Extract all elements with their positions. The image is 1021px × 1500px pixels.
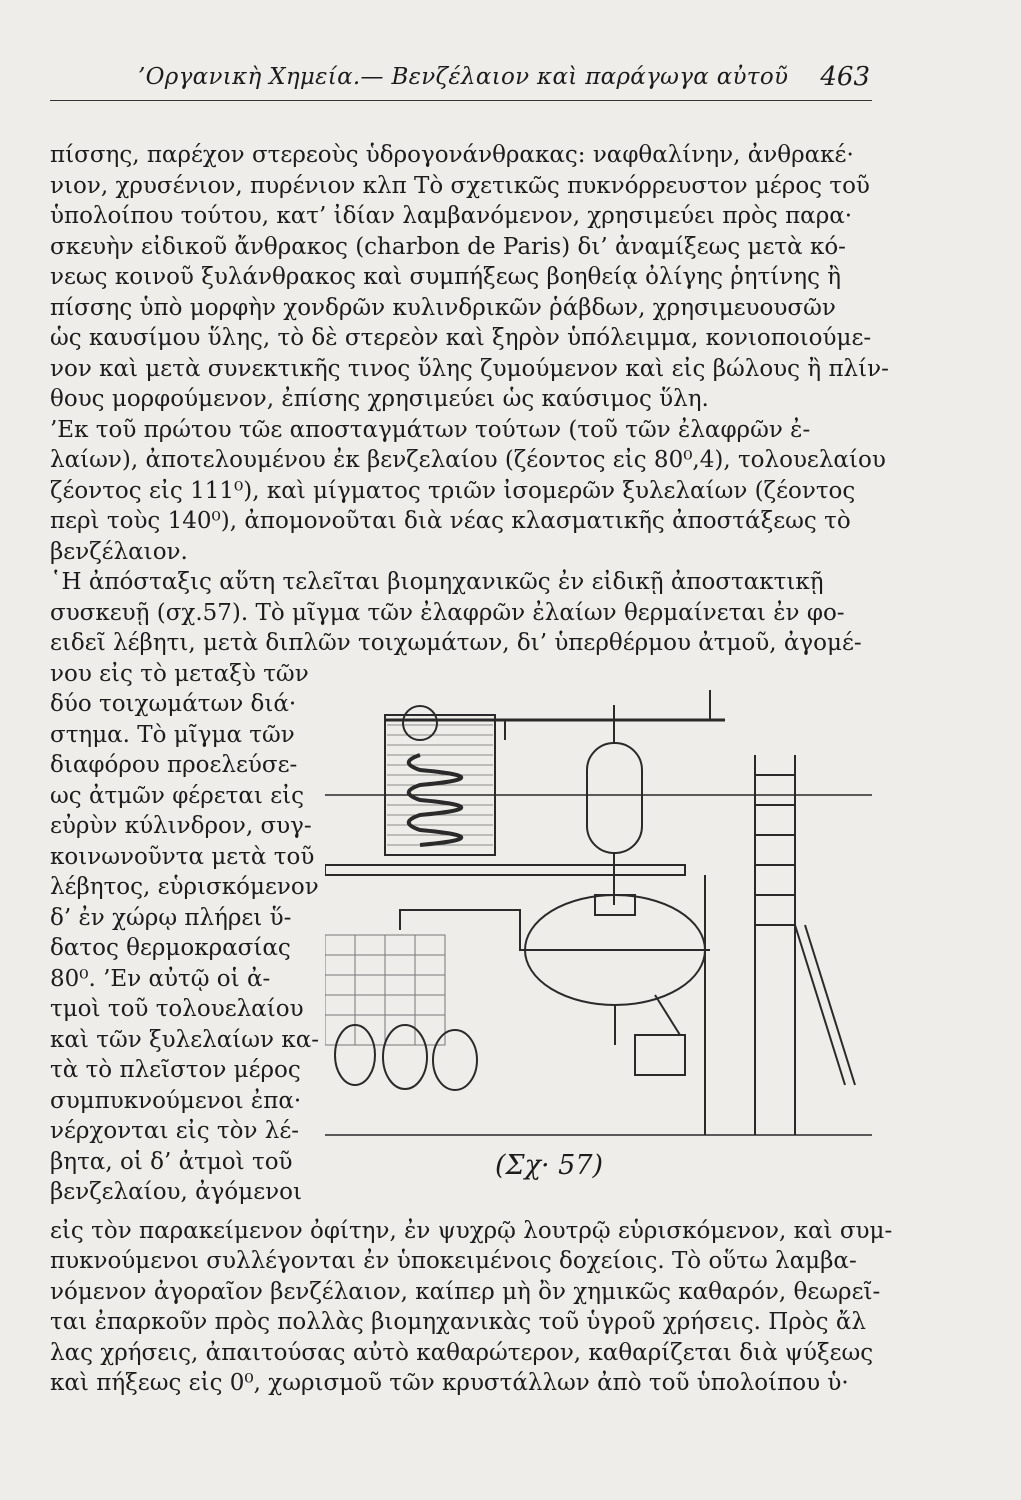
text-line: συμπυκνούμενοι ἐπα· [50,1087,302,1114]
distillation-apparatus-illustration [325,665,872,1185]
text-line: διαφόρου προελεύσε- [50,752,298,778]
text-line: λαίων), ἀποτελουμένου ἐκ βενζελαίου (ζέοντος εἰς 80⁰,4), τολουελαίου [50,447,886,473]
text-line: συσκευῇ (σχ.57). Τὸ μῖγμα τῶν ἐλαφρῶν ἐλαίων θερμαίνεται ἐν φο- [50,599,845,626]
text-line: τμοὶ τοῦ τολουελαίου [50,996,304,1022]
text-line: ται ἐπαρκοῦν πρὸς πολλὰς βιομηχανικὰς τοῦ ὑγροῦ χρήσεις. Πρὸς ἄλ [50,1309,866,1335]
text-line: δατος θερμοκρασίας [50,935,291,961]
text-line: ειδεῖ λέβητι, μετὰ διπλῶν τοιχωμάτων, δι’ ὑπερθέρμου ἀτμοῦ, ἀγομέ- [50,630,862,656]
text-line: πίσσης, παρέχον στερεοὺς ὑδρογονάνθρακας: ναφθαλίνην, ἀνθρακέ· [50,142,854,168]
text-line: πυκνούμενοι συλλέγονται ἐν ὑποκειμένοις δοχείοις. Τὸ οὕτω λαμβα- [50,1248,857,1274]
text-line: νεως κοινοῦ ξυλάνθρακος καὶ συμπήξεως βοηθείᾳ ὀλίγης ῥητίνης ἢ [50,264,842,290]
text-line: δ’ ἐν χώρῳ πλήρει ὕ- [50,904,292,931]
text-line: 80⁰. ’Εν αὐτῷ οἱ ἀ- [50,965,271,992]
text-line: τὰ τὸ πλεῖστον μέρος [50,1057,301,1083]
text-line: δύο τοιχωμάτων διά· [50,691,297,717]
text-line: καὶ τῶν ξυλελαίων κα- [50,1026,320,1053]
text-line: ’Εκ τοῦ πρώτου τῶε αποσταγμάτων τούτων (τοῦ τῶν ἐλαφρῶν ἐ- [50,416,811,443]
text-line: βενζελαίου, ἀγόμενοι [50,1179,302,1205]
running-header [50,60,872,101]
text-line: εἰς τὸν παρακείμενον ὀφίτην, ἐν ψυχρῷ λουτρῷ εὑρισκόμενον, καὶ συμ- [50,1217,893,1244]
running-title: ’Οργανικὴ Χημεία.— Βενζέλαιον καὶ παράγωγα αὐτοῦ [138,64,789,90]
text-line: καὶ πήξεως εἰς 0⁰, χωρισμοῦ τῶν κρυστάλλων ἀπὸ τοῦ ὑπολοίπου ὑ· [50,1370,849,1396]
text-line: ὑπολοίπου τούτου, κατ’ ἰδίαν λαμβανόμενον, χρησιμεύει πρὸς παρα· [50,203,853,229]
text-line: νόμενον ἀγοραῖον βενζέλαιον, καίπερ μὴ ὂν χημικῶς καθαρόν, θεωρεῖ- [50,1278,881,1305]
text-line: στημα. Τὸ μῖγμα τῶν [50,721,295,748]
text-line: εὐρὺν κύλινδρον, συγ- [50,813,312,839]
text-line: ῾Η ἀπόσταξις αὕτη τελεῖται βιομηχανικῶς ἐν εἰδικῇ ἀποστακτικῇ [50,569,824,595]
text-line: βητα, οἱ δ’ ἀτμοὶ τοῦ [50,1148,293,1175]
text-line: περὶ τοὺς 140⁰), ἀπομονοῦται διὰ νέας κλασματικῆς ἀποστάξεως τὸ [50,508,851,534]
page-number: 463 [820,62,870,92]
text-line: θους μορφούμενον, ἐπίσης χρησιμεύει ὡς καύσιμος ὕλη. [50,386,709,412]
text-line: νον καὶ μετὰ συνεκτικῆς τινος ὕλης ζυμούμενον καὶ εἰς βώλους ἢ πλίν- [50,355,889,382]
text-line: ως ἀτμῶν φέρεται εἰς [50,782,305,809]
text-line: κοινωνοῦντα μετὰ τοῦ [50,843,315,870]
text-line: νου εἰς τὸ μεταξὺ τῶν [50,660,309,687]
text-line: νιον, χρυσένιον, πυρένιον κλπ Τὸ σχετικῶς πυκνόρρευστον μέρος τοῦ [50,172,870,199]
text-line: ζέοντος εἰς 111⁰), καὶ μίγματος τριῶν ἰσομερῶν ξυλελαίων (ζέοντος [50,477,856,504]
figure-caption: (Σχ· 57) [495,1150,604,1181]
text-line: λέβητος, εὑρισκόμενον [50,874,319,900]
text-line: πίσσης ὑπὸ μορφὴν χονδρῶν κυλινδρικῶν ῥάβδων, χρησιμευουσῶν [50,294,836,321]
text-line: ὡς καυσίμου ὕλης, τὸ δὲ στερεὸν καὶ ξηρὸν ὑπόλειμμα, κονιοποιούμε- [50,325,872,351]
text-line: βενζέλαιον. [50,538,188,565]
text-line: λας χρήσεις, ἀπαιτούσας αὐτὸ καθαρώτερον, καθαρίζεται διὰ ψύξεως [50,1339,874,1366]
text-line: σκευὴν εἰδικοῦ ἄνθρακος (charbon de Paris) δι’ ἀναμίξεως μετὰ κό- [50,233,846,260]
text-line: νέρχονται εἰς τὸν λέ- [50,1118,300,1144]
distillation-apparatus-figure [325,665,872,1185]
